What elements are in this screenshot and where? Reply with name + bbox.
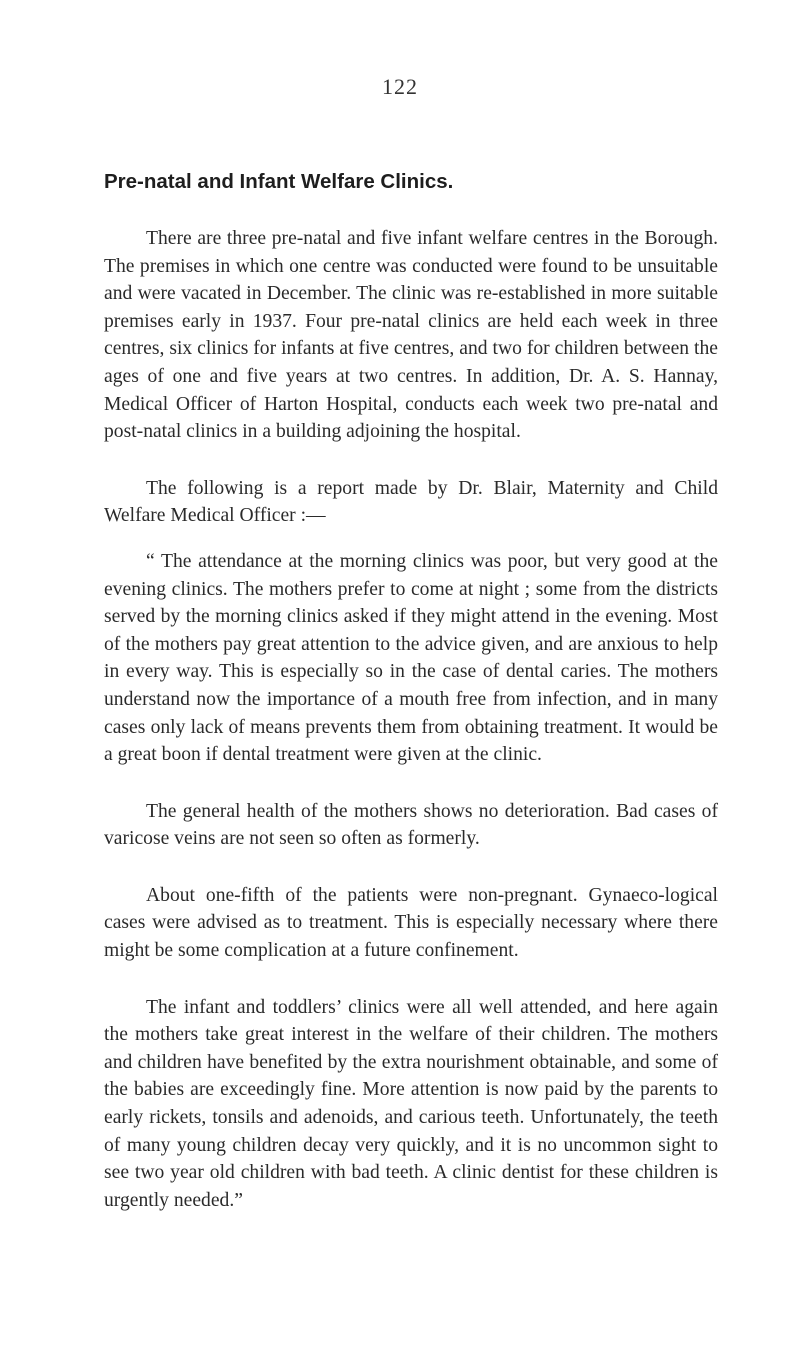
paragraph-non-pregnant: About one-fifth of the patients were non-pregnant. Gynaeco-logical cases were advised as to treatment. This is especially necessary where there might be some complication at a future confinement. [104,884,718,962]
paragraph-report-intro: The following is a report made by Dr. Blair, Maternity and Child Welfare Medical Officer :— [104,477,718,527]
paragraph-attendance: “ The attendance at the morning clinics was poor, but very good at the evening clinics. The mothers prefer to come at night ; some from the districts served by the morning clinics asked if they might attend in the evening. Most of the mothers pay great attention to the advice given, and are anxious to help in every way. This is especially so in the case of dental caries. The mothers understand now the importance of a mouth free from infection, and in many cases only lack of means prevents them from obtaining treatment. It would be a great boon if dental treatment were given at the clinic. [104,550,718,766]
paragraph-infant-clinics: The infant and toddlers’ clinics were all well attended, and here again the mothers take great interest in the welfare of their children. The mothers and children have benefited by the extra nourishment obtainable, and some of the babies are exceedingly fine. More attention is now paid by the parents to early rickets, tonsils and adenoids, and carious teeth. Unfortunately, the teeth of many young children decay very quickly, and it is no uncommon sight to see two year old children with bad teeth. A clinic dentist for these children is urgently needed.” [104,996,718,1211]
body-text [104,225,718,1214]
page-number: 122 [382,74,418,99]
paragraph-centres: There are three pre-natal and five infant welfare centres in the Borough. The premises in which one centre was conducted were found to be unsuitable and were vacated in December. The clinic was re-established in more suitable premises early in 1937. Four pre-natal clinics are held each week in three centres, six clinics for infants at five centres, and two for children between the ages of one and five years at two centres. In addition, Dr. A. S. Hannay, Medical Officer of Harton Hospital, conducts each week two pre-natal and post-natal clinics in a building adjoining the hospital. [104,228,718,443]
paragraph-general-health: The general health of the mothers shows no deterioration. Bad cases of varicose veins are not seen so often as formerly. [104,800,718,850]
section-heading: Pre-natal and Infant Welfare Clinics. [104,170,454,193]
